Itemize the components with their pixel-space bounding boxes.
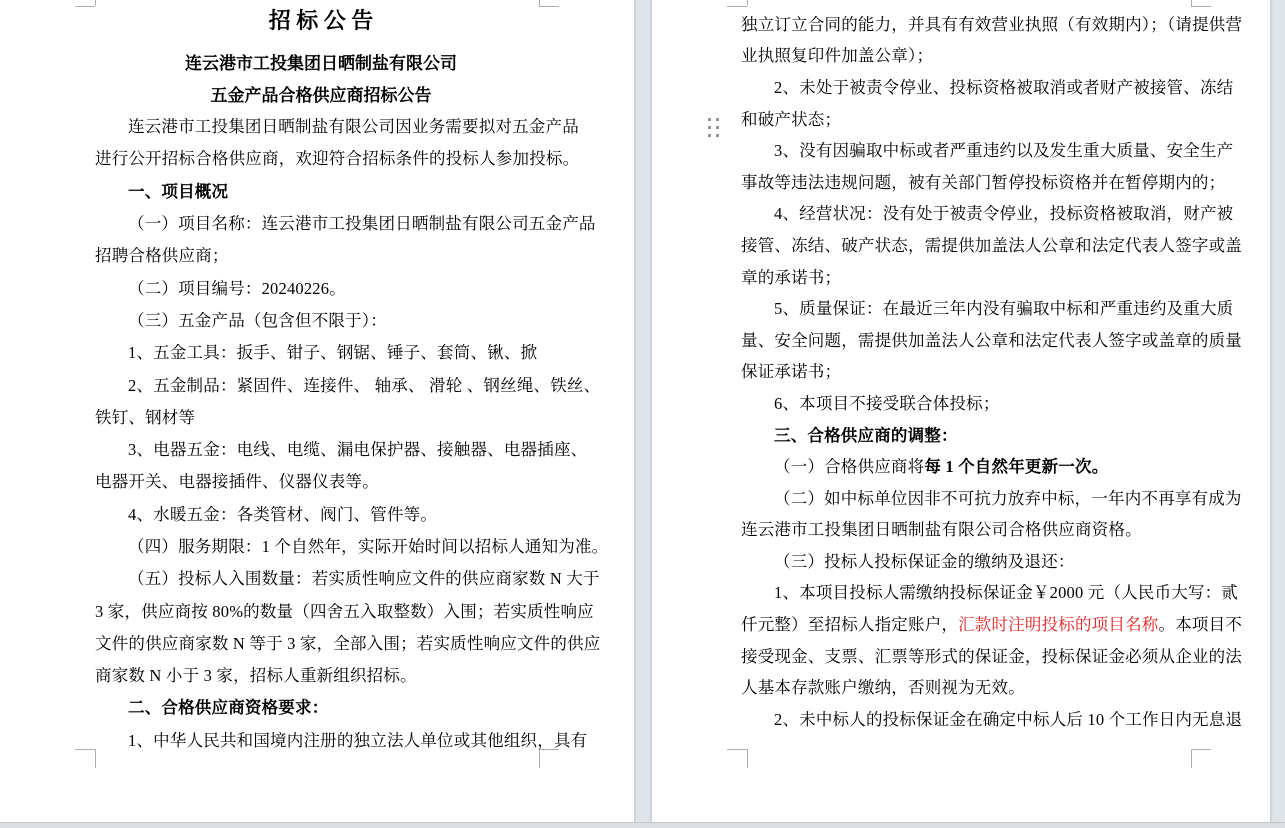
text-line[interactable] — [741, 70, 1234, 102]
body-text: （二）项目编号：20240226。 — [128, 278, 346, 298]
text-line[interactable] — [741, 639, 1242, 671]
text-line[interactable] — [741, 702, 1243, 734]
page-2-body-text — [741, 7, 1243, 734]
margin-crop-mark — [1191, 749, 1192, 768]
body-text: 3、电器五金：电线、电缆、漏电保护器、接触器、电器插座、 — [128, 440, 588, 460]
body-text: 独立订立合同的能力，并具有有效营业执照（有效期内）；（请提供营 — [741, 14, 1243, 34]
margin-crop-mark — [75, 749, 95, 750]
body-text: 连云港市工投集团日晒制盐有限公司因业务需要拟对五金产品 — [128, 117, 579, 137]
text-line[interactable] — [95, 529, 609, 561]
text-line[interactable] — [741, 481, 1242, 513]
announcement-subtitle[interactable]: 五金产品合格供应商招标公告 — [210, 86, 432, 105]
body-text: （一）合格供应商将 — [774, 457, 925, 477]
text-line[interactable] — [95, 270, 550, 302]
text-line[interactable] — [741, 355, 1203, 387]
body-text: 文件的供应商家数 N 等于 3 家，全部入围；若实质性响应文件的供应 — [95, 633, 601, 653]
text-line[interactable] — [741, 386, 1203, 418]
body-text: 3 家，供应商按 80%的数量（四舍五入取整数）入围；若实质性响应 — [95, 601, 594, 621]
body-text: 业执照复印件加盖公章）； — [741, 46, 934, 66]
text-line[interactable] — [95, 690, 550, 722]
body-text: 电器开关、电器接插件、仪器仪表等。 — [95, 472, 379, 492]
body-text: （三）五金产品（包含但不限于）： — [128, 310, 387, 330]
text-line[interactable] — [741, 607, 1243, 639]
body-text: 4、水暖五金：各类管材、阀门、管件等。 — [128, 504, 438, 524]
body-text: 2、未中标人的投标保证金在确定中标人后 10 个工作日内无息退 — [774, 709, 1243, 729]
text-line[interactable] — [741, 197, 1234, 229]
text-line[interactable] — [741, 39, 1203, 71]
text-line[interactable] — [741, 670, 1203, 702]
body-text: 商家数 N 小于 3 家，招标人重新组织招标。 — [95, 666, 417, 686]
body-text: 2、五金制品：紧固件、连接件、 轴承、 滑轮 、钢丝绳、铁丝、 — [128, 375, 601, 395]
body-text: （二）如中标单位因非不可抗力放弃中标，一年内不再享有成为 — [774, 488, 1242, 508]
body-text: 1、五金工具：扳手、钳子、钢锯、锤子、套筒、锹、掀 — [128, 343, 538, 363]
body-text: 。本项目不 — [1158, 615, 1243, 635]
text-line[interactable] — [95, 335, 550, 367]
text-line[interactable] — [95, 561, 600, 593]
body-text: （五）投标人入围数量：若实质性响应文件的供应商家数 N 大于 — [128, 569, 600, 589]
body-text: （一）项目名称：连云港市工投集团日晒制盐有限公司五金产品 — [128, 214, 596, 234]
body-text: 铁钉、钢材等 — [95, 407, 196, 427]
text-line[interactable] — [741, 7, 1243, 39]
text-line[interactable] — [95, 432, 588, 464]
body-text: 人基本存款账户缴纳，否则视为无效。 — [741, 678, 1025, 698]
body-text: 5、质量保证：在最近三年内没有骗取中标和严重违约及重大质 — [774, 299, 1234, 319]
margin-crop-mark — [727, 749, 747, 750]
text-line[interactable] — [741, 418, 1203, 450]
body-text: （三）投标人投标保证金的缴纳及退还： — [774, 551, 1075, 571]
text-line[interactable] — [95, 367, 601, 399]
body-text: 接受现金、支票、汇票等形式的保证金，投标保证金必须从企业的法 — [741, 646, 1242, 666]
text-line[interactable] — [741, 513, 1203, 545]
text-line[interactable] — [95, 723, 588, 755]
text-line[interactable] — [95, 174, 550, 206]
company-name-heading[interactable]: 连云港市工投集团日晒制盐有限公司 — [185, 54, 457, 73]
canvas-background — [0, 822, 1285, 828]
body-text: （四）服务期限：1 个自然年，实际开始时间以招标人通知为准。 — [128, 537, 609, 556]
text-line[interactable] — [95, 593, 594, 625]
body-text: 1、中华人民共和国境内注册的独立法人单位或其他组织，具有 — [128, 730, 588, 750]
text-line[interactable] — [741, 260, 1203, 292]
body-text: 1、本项目投标人需缴纳投标保证金￥2000 元（人民币大写：贰 — [774, 583, 1239, 603]
text-line[interactable] — [741, 165, 1226, 197]
body-text: 6、本项目不接受联合体投标； — [774, 393, 1000, 413]
body-text: 接管、冻结、破产状态，需提供加盖法人公章和法定代表人签字或盖 — [741, 235, 1242, 255]
text-line[interactable] — [95, 206, 596, 238]
text-line[interactable] — [741, 291, 1234, 323]
body-text: 量、安全问题，需提供加盖法人公章和法定代表人签字或盖章的质量 — [741, 330, 1242, 350]
margin-crop-mark — [747, 749, 748, 768]
body-text: 3、没有因骗取中标或者严重违约以及发生重大质量、安全生产 — [774, 141, 1234, 161]
body-text: 仟元整）至招标人指定账户， — [741, 615, 959, 635]
text-line[interactable] — [95, 626, 601, 658]
document-page-2[interactable] — [651, 0, 1271, 822]
body-text: 章的承诺书； — [741, 267, 842, 287]
text-line[interactable] — [741, 102, 1203, 134]
text-line[interactable] — [741, 449, 1203, 481]
margin-crop-mark — [1191, 0, 1192, 6]
text-line[interactable] — [95, 497, 550, 529]
text-line[interactable] — [741, 576, 1239, 608]
text-line[interactable] — [95, 464, 550, 496]
text-line[interactable] — [741, 323, 1242, 355]
margin-crop-mark — [747, 0, 748, 6]
text-line[interactable] — [95, 658, 550, 690]
body-text: 保证承诺书； — [741, 362, 842, 382]
paragraph-drag-handle-icon[interactable] — [708, 118, 720, 139]
body-text: 连云港市工投集团日晒制盐有限公司合格供应商资格。 — [741, 520, 1142, 540]
text-line[interactable] — [95, 109, 579, 141]
body-text: 4、经营状况：没有处于被责令停业，投标资格被取消，财产被 — [774, 204, 1234, 224]
text-line[interactable] — [741, 228, 1242, 260]
page-1-body-text — [95, 109, 609, 755]
bold-text: 一、项目概况 — [128, 181, 229, 201]
text-line[interactable] — [741, 544, 1203, 576]
document-title[interactable]: 招 标 公 告 — [268, 8, 374, 33]
body-text: 2、未处于被责令停业、投标资格被取消或者财产被接管、冻结 — [774, 77, 1234, 97]
bold-text: 三、合格供应商的调整： — [774, 425, 958, 445]
document-page-1[interactable] — [0, 0, 635, 822]
body-text: 招聘合格供应商； — [95, 246, 229, 266]
text-line[interactable] — [95, 303, 550, 335]
text-line[interactable] — [95, 400, 550, 432]
body-text: 和破产状态； — [741, 109, 842, 129]
bold-text: 每 1 个自然年更新一次。 — [924, 457, 1109, 477]
bold-text: 二、合格供应商资格要求： — [128, 698, 329, 718]
margin-crop-mark — [75, 6, 95, 7]
text-line[interactable] — [95, 141, 580, 173]
body-text: 进行公开招标合格供应商，欢迎符合招标条件的投标人参加投标。 — [95, 149, 580, 169]
text-line[interactable] — [741, 133, 1234, 165]
body-text: 事故等违法违规问题，被有关部门暂停投标资格并在暂停期内的； — [741, 172, 1226, 192]
text-line[interactable] — [95, 238, 550, 270]
red-emphasis-text: 汇款时注明投标的项目名称 — [958, 615, 1159, 635]
margin-crop-mark — [1191, 749, 1211, 750]
